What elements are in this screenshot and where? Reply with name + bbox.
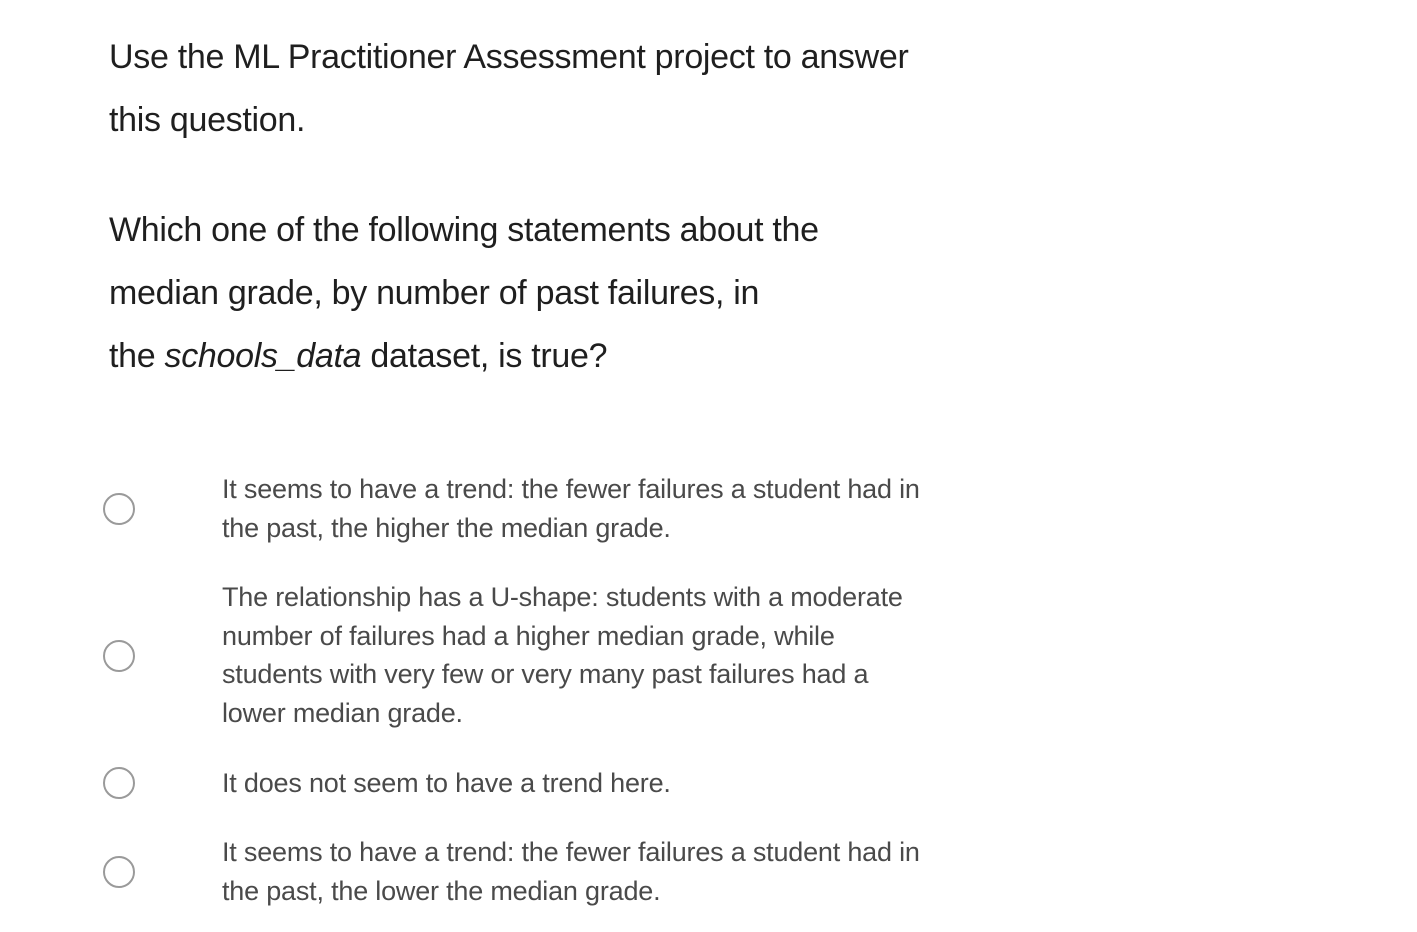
- radio-button-option-4[interactable]: [103, 856, 135, 888]
- answer-option-line: It seems to have a trend: the fewer failures a student had in: [222, 474, 920, 504]
- question-intro-line: Use the ML Practitioner Assessment project to answer: [109, 38, 909, 76]
- answer-option-text[interactable]: [222, 578, 1002, 732]
- dataset-name: schools_data: [164, 337, 362, 375]
- prompt-text-after: dataset, is true?: [361, 337, 608, 375]
- question-prompt-line: Which one of the following statements about the: [109, 211, 819, 249]
- question-intro: [109, 26, 1009, 152]
- question-prompt-line: [109, 325, 1009, 388]
- question-intro-line: this question.: [109, 101, 306, 139]
- answer-option-text[interactable]: [222, 470, 1002, 547]
- answer-option-text[interactable]: [222, 764, 1002, 803]
- answer-option-line: lower median grade.: [222, 697, 463, 728]
- answer-option-line: It does not seem to have a trend here.: [222, 768, 671, 798]
- question-prompt: [109, 199, 1009, 388]
- answer-option-text[interactable]: [222, 833, 1002, 910]
- answer-option-line: The relationship has a U-shape: students with a moderate: [222, 582, 903, 612]
- answer-option-line: the past, the lower the median grade.: [222, 875, 661, 906]
- answer-option-line: It seems to have a trend: the fewer failures a student had in: [222, 837, 920, 867]
- prompt-text-before: the: [109, 337, 165, 375]
- answer-option-line: students with very few or very many past failures had a: [222, 659, 869, 689]
- radio-button-option-3[interactable]: [103, 767, 135, 799]
- radio-button-option-2[interactable]: [103, 640, 135, 672]
- question-prompt-line: median grade, by number of past failures, in: [109, 274, 760, 312]
- answer-option-line: number of failures had a higher median grade, while: [222, 620, 835, 651]
- answer-option-line: the past, the higher the median grade.: [222, 512, 671, 543]
- radio-button-option-1[interactable]: [103, 493, 135, 525]
